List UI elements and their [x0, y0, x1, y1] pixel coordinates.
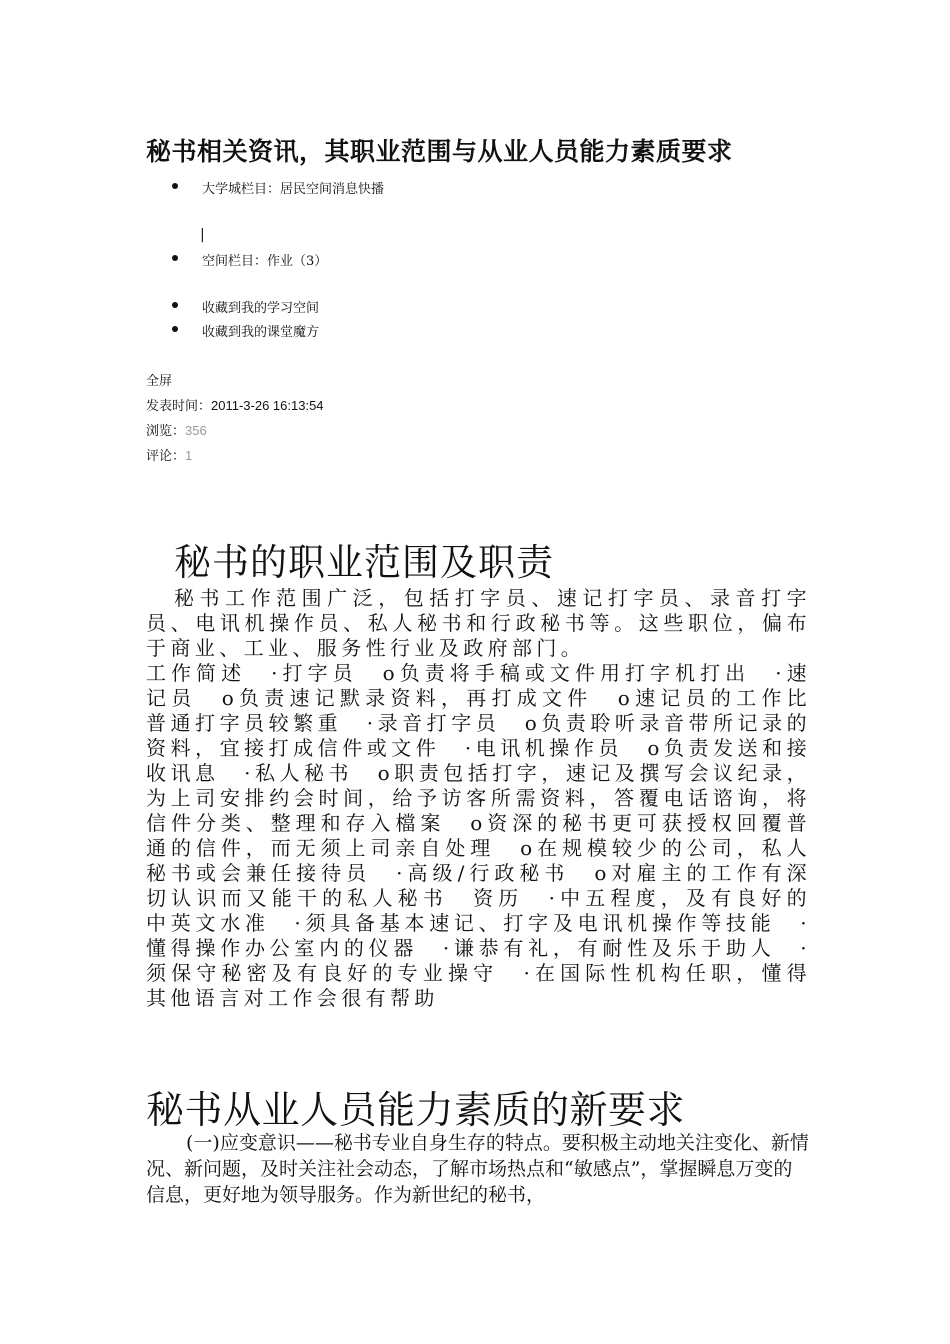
- intro-paragraph: 秘书工作范围广泛，包括打字员、速记打字员、录音打字员、电讯机操作员、私人秘书和行政秘书等。这些职位，偏布于商业、工业、服务性行业及政府部门。: [146, 586, 811, 660]
- bullet-icon: [172, 255, 178, 261]
- views-count: [146, 420, 207, 439]
- column-link[interactable]: 大学城栏目：居民空间消息快播: [202, 182, 385, 197]
- save-to-study-space-link[interactable]: 收藏到我的学习空间: [202, 301, 320, 316]
- publish-label: 发表时间：: [146, 399, 212, 414]
- save-to-classroom-link[interactable]: 收藏到我的课堂魔方: [202, 325, 320, 340]
- page-title: 秘书相关资讯，其职业范围与从业人员能力素质要求: [146, 137, 733, 166]
- section-body-2: [146, 1130, 810, 1208]
- duties-paragraph: 工作简述 ·打字员 o负责将手稿或文件用打字机打出 ·速记员 o负责速记默录资料，再打成文件 o速记员的工作比普通打字员较繁重 ·录音打字员 o负责聆听录音带所记录的资料，宜接打成信件或文件 ·电讯机操作员 o负责发送和接收讯息 ·私人秘书 o职责包括打字，速记及撰写会议纪录，为上司安排约会时间，给予访客所需资料，答覆电话谘询，将信件分类、整理和存入檔案 o资深的秘书更可获授权回覆普通的信件，而无须上司亲自处理 o在规模较少的公司，私人秘书或会兼任接待员 ·高级/行政秘书 o对雇主的工作有深切认识而又能干的私人秘书 资历 ·中五程度，及有良好的中英文水准 ·须具备基本速记、打字及电讯机操作等技能 ·懂得操作办公室内的仪器 ·谦恭有礼，有耐性及乐于助人 ·须保守秘密及有良好的专业操守 ·在国际性机构任职，懂得其他语言对工作会很有帮助: [146, 661, 811, 1010]
- views-value: 356: [185, 423, 207, 438]
- bullet-icon: [172, 183, 178, 189]
- bullet-icon: [172, 302, 178, 308]
- comments-count: [146, 445, 192, 464]
- separator: |: [200, 227, 205, 243]
- publish-time: [146, 395, 324, 414]
- section-heading-2: 秘书从业人员能力素质的新要求: [146, 1088, 686, 1132]
- space-column-link[interactable]: 空间栏目：作业（3）: [202, 254, 328, 269]
- views-label: 浏览：: [146, 424, 186, 439]
- fullscreen-link[interactable]: 全屏: [146, 374, 173, 389]
- bullet-icon: [172, 326, 178, 332]
- section-heading: 秘书的职业范围及职责: [174, 541, 554, 584]
- comments-value: 1: [185, 448, 193, 463]
- section-body: [146, 586, 811, 1011]
- adaptability-paragraph: (一)应变意识——秘书专业自身生存的特点。要积极主动地关注变化、新情况、新问题，及时关注社会动态，了解市场热点和“敏感点”，掌握瞬息万变的信息，更好地为领导服务。作为新世纪的秘书，: [146, 1132, 809, 1206]
- publish-value: 2011-3-26 16:13:54: [211, 398, 324, 413]
- comments-label: 评论：: [146, 449, 186, 464]
